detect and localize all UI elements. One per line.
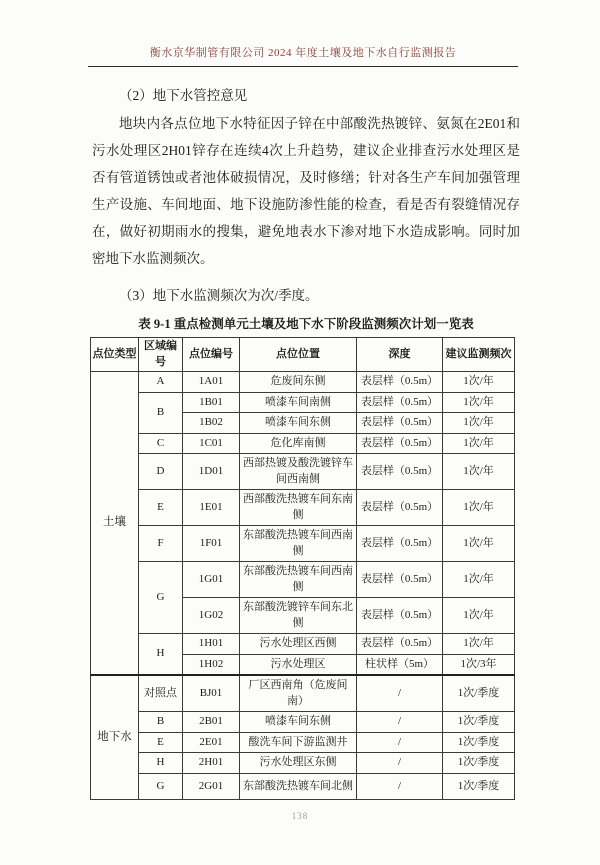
cell-location: 厂区西南角（危废间南） xyxy=(240,675,357,712)
cell-location: 污水处理区东侧 xyxy=(240,753,357,774)
cell-point-id: 1G01 xyxy=(183,562,240,598)
report-header xyxy=(88,44,518,67)
table-row xyxy=(91,490,515,526)
cell-location: 东部酸洗热镀车间西南侧 xyxy=(240,526,357,562)
cell-location: 东部酸洗热镀车间西南侧 xyxy=(240,562,357,598)
cell-frequency: 1次/季度 xyxy=(443,773,515,800)
cell-depth: 表层样（0.5m） xyxy=(357,526,443,562)
table-row xyxy=(91,753,515,774)
cell-zone: H xyxy=(139,753,183,774)
table-row xyxy=(91,634,515,655)
cell-frequency: 1次/年 xyxy=(443,562,515,598)
cell-depth: 表层样（0.5m） xyxy=(357,413,443,434)
table-header-row xyxy=(91,338,515,372)
cell-frequency: 1次/年 xyxy=(443,526,515,562)
cell-point-id: BJ01 xyxy=(183,675,240,712)
cell-point-id: 1D01 xyxy=(183,454,240,490)
cell-depth: 表层样（0.5m） xyxy=(357,562,443,598)
cell-point-id: 1H02 xyxy=(183,654,240,675)
table-row xyxy=(91,526,515,562)
cell-zone: B xyxy=(139,712,183,733)
heading-groundwater-control: （2）地下水管控意见 xyxy=(119,88,248,103)
cell-frequency: 1次/年 xyxy=(443,490,515,526)
cell-point-id: 2H01 xyxy=(183,753,240,774)
cell-point-id: 2E01 xyxy=(183,732,240,753)
table-row xyxy=(91,392,515,413)
cell-frequency: 1次/年 xyxy=(443,598,515,634)
cell-depth: 表层样（0.5m） xyxy=(357,634,443,655)
cell-point-id: 1A01 xyxy=(183,372,240,393)
cell-location: 西部酸洗热镀车间东南侧 xyxy=(240,490,357,526)
cell-frequency: 1次/年 xyxy=(443,372,515,393)
cell-location: 东部酸洗热镀车间北侧 xyxy=(240,773,357,800)
cell-point-id: 1E01 xyxy=(183,490,240,526)
col-header-frequency: 建议监测频次 xyxy=(443,338,515,372)
cell-location: 东部酸洗镀锌车间东北侧 xyxy=(240,598,357,634)
cell-location: 污水处理区 xyxy=(240,654,357,675)
table-title: 表 9-1 重点检测单元土壤及地下水下阶段监测频次计划一览表 xyxy=(138,317,474,331)
cell-location: 危化库南侧 xyxy=(240,433,357,454)
cell-location: 喷漆车间东侧 xyxy=(240,413,357,434)
cell-zone: D xyxy=(139,454,183,490)
cell-zone: B xyxy=(139,392,183,433)
cell-depth: 表层样（0.5m） xyxy=(357,490,443,526)
table-row xyxy=(91,433,515,454)
cell-frequency: 1次/季度 xyxy=(443,732,515,753)
cell-location: 喷漆车间南侧 xyxy=(240,392,357,413)
col-header-point-type: 点位类型 xyxy=(91,338,139,372)
col-header-point-location: 点位位置 xyxy=(240,338,357,372)
cell-depth: 表层样（0.5m） xyxy=(357,392,443,413)
cell-zone: G xyxy=(139,773,183,800)
cell-depth: 柱状样（5m） xyxy=(357,654,443,675)
cell-frequency: 1次/年 xyxy=(443,433,515,454)
page-number: 138 xyxy=(291,811,309,821)
cell-point-id: 1B01 xyxy=(183,392,240,413)
cell-zone: G xyxy=(139,562,183,634)
cell-depth: / xyxy=(357,753,443,774)
cell-depth: 表层样（0.5m） xyxy=(357,433,443,454)
cell-zone: 对照点 xyxy=(139,675,183,712)
page-content xyxy=(92,80,520,800)
table-row xyxy=(91,675,515,712)
cell-zone: E xyxy=(139,732,183,753)
cell-point-id: 2G01 xyxy=(183,773,240,800)
cell-frequency: 1次/年 xyxy=(443,413,515,434)
table-row xyxy=(91,712,515,733)
monitoring-plan-table xyxy=(90,337,515,800)
table-row xyxy=(91,773,515,800)
cell-frequency: 1次/年 xyxy=(443,454,515,490)
cell-location: 西部热镀及酸洗镀锌车间西南侧 xyxy=(240,454,357,490)
cell-point-id: 2B01 xyxy=(183,712,240,733)
cell-frequency: 1次/季度 xyxy=(443,712,515,733)
col-header-point-code: 点位编号 xyxy=(183,338,240,372)
cell-location: 喷漆车间东侧 xyxy=(240,712,357,733)
cell-depth: 表层样（0.5m） xyxy=(357,372,443,393)
cell-location: 危废间东侧 xyxy=(240,372,357,393)
cell-point-id: 1G02 xyxy=(183,598,240,634)
cell-location: 污水处理区西侧 xyxy=(240,634,357,655)
cell-location: 酸洗车间下游监测井 xyxy=(240,732,357,753)
cell-depth: / xyxy=(357,773,443,800)
cell-frequency: 1次/季度 xyxy=(443,753,515,774)
cell-depth: 表层样（0.5m） xyxy=(357,454,443,490)
cell-point-id: 1B02 xyxy=(183,413,240,434)
table-row xyxy=(91,454,515,490)
cell-frequency: 1次/3年 xyxy=(443,654,515,675)
cell-frequency: 1次/年 xyxy=(443,392,515,413)
cell-type-groundwater: 地下水 xyxy=(91,675,139,800)
cell-zone: F xyxy=(139,526,183,562)
cell-point-id: 1C01 xyxy=(183,433,240,454)
cell-frequency: 1次/季度 xyxy=(443,675,515,712)
cell-depth: / xyxy=(357,675,443,712)
cell-point-id: 1H01 xyxy=(183,634,240,655)
col-header-depth: 深度 xyxy=(357,338,443,372)
report-header-title: 衡水京华制管有限公司 2024 年度土壤及地下水自行监测报告 xyxy=(149,47,457,59)
cell-frequency: 1次/年 xyxy=(443,634,515,655)
body-paragraph: 地块内各点位地下水特征因子锌在中部酸洗热镀锌、氨氮在2E01和污水处理区2H01锌存在连续4次上升趋势，建议企业排查污水处理区是否有管道锈蚀或者池体破损情况，及时修缮；针对各生产车间加强管理生产设施、车间地面、地下设施防渗性能的检查，看是否有裂缝情况存在，做好初期雨水的搜集，避免地表水下渗对地下水造成影响。同时加密地下水监测频次。 xyxy=(92,116,520,266)
cell-zone: H xyxy=(139,634,183,676)
cell-type-soil: 土壤 xyxy=(91,372,139,676)
table-row xyxy=(91,732,515,753)
cell-depth: / xyxy=(357,732,443,753)
cell-zone: C xyxy=(139,433,183,454)
cell-zone: A xyxy=(139,372,183,393)
cell-zone: E xyxy=(139,490,183,526)
col-header-zone-code: 区域编号 xyxy=(139,338,183,372)
heading-monitoring-frequency: （3）地下水监测频次为次/季度。 xyxy=(119,288,319,303)
cell-depth: / xyxy=(357,712,443,733)
table-row xyxy=(91,562,515,598)
cell-depth: 表层样（0.5m） xyxy=(357,598,443,634)
table-row xyxy=(91,372,515,393)
cell-point-id: 1F01 xyxy=(183,526,240,562)
